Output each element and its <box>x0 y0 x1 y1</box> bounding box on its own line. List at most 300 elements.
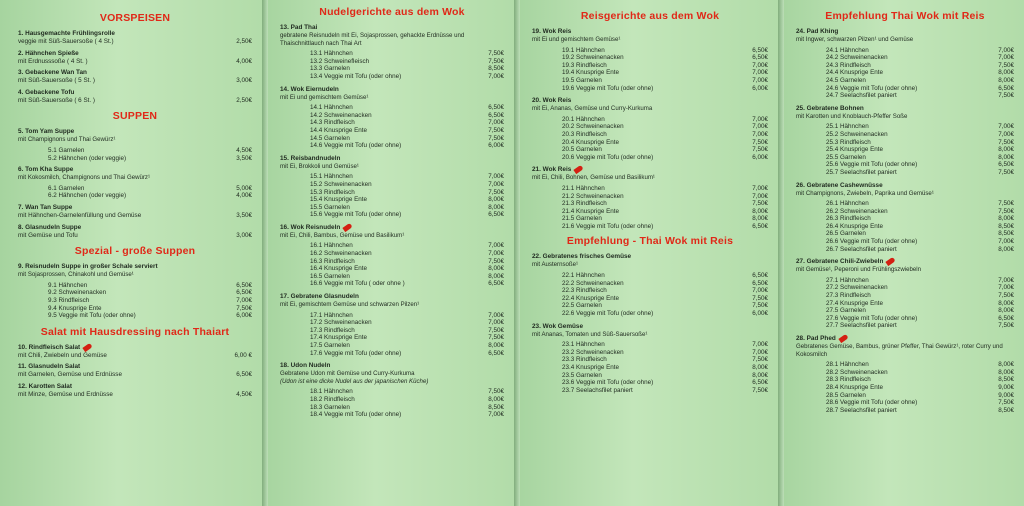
variant-name: 13.1 Hähnchen <box>310 50 353 58</box>
variant-price: 8,50€ <box>998 230 1014 238</box>
variant-price: 8,00€ <box>488 265 504 273</box>
variant-price: 7,00€ <box>752 76 768 84</box>
dish-desc: mit Chili, Zwiebeln und Gemüse <box>18 351 107 359</box>
variant-price: 7,50€ <box>752 200 768 208</box>
variant-name: 17.3 Rindfleisch <box>310 326 355 334</box>
dish-10 <box>18 344 252 360</box>
dish-name: 8. Glasnudeln Suppe <box>18 223 82 231</box>
variant-name: 9.1 Hähnchen <box>48 281 88 289</box>
variant-price: 6,50€ <box>236 281 252 289</box>
variant-price: 7,00€ <box>752 123 768 131</box>
variant-price: 6,50€ <box>752 272 768 280</box>
variant-list <box>532 116 768 162</box>
variant-price: 7,50€ <box>488 334 504 342</box>
variant-price: 7,00€ <box>488 180 504 188</box>
variant-row <box>310 250 504 258</box>
dish-name: 27. Gebratene Chili-Zwiebeln <box>796 258 884 266</box>
dish-6 <box>18 166 252 200</box>
dish-21 <box>532 166 768 230</box>
dish-name: 12. Karotten Salat <box>18 382 72 390</box>
variant-price: 7,00€ <box>488 72 504 80</box>
variant-price: 9,00€ <box>998 383 1014 391</box>
variant-price: 8,00€ <box>998 245 1014 253</box>
variant-row <box>48 155 252 163</box>
variant-name: 13.3 Garnelen <box>310 65 350 73</box>
variant-name: 18.1 Hähnchen <box>310 388 353 396</box>
variant-name: 27.3 Rindfleisch <box>826 292 871 300</box>
variant-row <box>826 161 1014 169</box>
variant-price: 7,00€ <box>752 192 768 200</box>
variant-row <box>826 361 1014 369</box>
variant-name: 15.2 Schweinenacken <box>310 180 372 188</box>
variant-row <box>310 334 504 342</box>
variant-row <box>562 341 768 349</box>
dish-name: 10. Rindfleisch Salat <box>18 343 81 351</box>
dish-name: 1. Hausgemachte Frühlingsrolle <box>18 30 115 37</box>
variant-row <box>310 119 504 127</box>
variant-name: 26.3 Rindfleisch <box>826 215 871 223</box>
variant-price: 7,00€ <box>752 341 768 349</box>
dish-5 <box>18 128 252 162</box>
dish-desc: mit Ei, Chili, Bambus, Gemüse und Basilikum¹ <box>280 231 405 239</box>
variant-list <box>280 104 504 150</box>
chili-icon <box>838 334 848 343</box>
variant-row <box>562 223 768 231</box>
variant-price: 8,00€ <box>488 342 504 349</box>
variant-name: 20.6 Veggie mit Tofu (oder ohne) <box>562 153 654 161</box>
variant-row <box>826 307 1014 315</box>
dish-desc: veggie mit Süß-Sauersoße ( 4 St.) <box>18 38 114 45</box>
section-heading-nudelgerichte: Nudelgerichte aus dem Wok <box>319 6 465 18</box>
dish-name: 25. Gebratene Bohnen <box>796 104 864 112</box>
variant-row <box>826 54 1014 62</box>
dish-desc: mit Ei, Brokkoli und Gemüse¹ <box>280 162 359 170</box>
variant-name: 27.7 Seelachsfilet paniert <box>826 322 897 330</box>
dish-desc: mit Ei, gemischtem Gemüse und schwarzen Pilzen¹ <box>280 301 420 309</box>
dish-name: 18. Udon Nudeln <box>280 362 331 370</box>
section-heading-vorspeisen: VORSPEISEN <box>99 12 171 24</box>
variant-price: 8,50€ <box>998 376 1014 384</box>
variant-price: 7,00€ <box>488 119 504 127</box>
variant-row <box>562 364 768 372</box>
variant-price: 7,50€ <box>488 50 504 58</box>
variant-price: 6,50€ <box>236 289 252 297</box>
variant-price: 8,00€ <box>488 272 504 280</box>
variant-row <box>48 305 252 313</box>
variant-row <box>826 92 1014 100</box>
dish-name: 9. Reisnudeln Suppe in großer Schale serviert <box>18 263 158 271</box>
variant-row <box>48 185 252 193</box>
variant-row <box>562 387 768 395</box>
variant-name: 26.5 Garnelen <box>826 230 866 238</box>
variant-name: 21.5 Garnelen <box>562 215 602 223</box>
variant-price: 7,50€ <box>488 326 504 334</box>
variant-name: 18.3 Garnelen <box>310 403 350 411</box>
variant-name: 21.2 Schweinenacken <box>562 192 624 200</box>
variant-row <box>826 208 1014 216</box>
variant-name: 28.6 Veggie mit Tofu (oder ohne) <box>826 399 918 407</box>
variant-list <box>532 341 768 394</box>
dish-price: 4,50€ <box>236 390 252 398</box>
variant-price: 6,50€ <box>488 111 504 119</box>
dish-desc: mit Kokosmilch, Champignons und Thai Gewürz¹ <box>18 174 150 182</box>
variant-name: 14.3 Rindfleisch <box>310 119 355 127</box>
dish-price: 3,00€ <box>236 231 252 239</box>
variant-row <box>562 69 768 77</box>
variant-price: 6,50€ <box>488 280 504 288</box>
variant-row <box>826 246 1014 254</box>
variant-row <box>310 411 504 419</box>
variant-name: 25.4 Knusprige Ente <box>826 146 884 154</box>
variant-name: 22.6 Veggie mit Tofu (oder ohne) <box>562 310 654 318</box>
variant-price: 8,00€ <box>752 364 768 371</box>
variant-row <box>826 169 1014 177</box>
variant-price: 7,00€ <box>998 54 1014 62</box>
variant-row <box>310 280 504 288</box>
variant-name: 14.5 Garnelen <box>310 134 350 142</box>
variant-name: 23.7 Seelachsfilet paniert <box>562 386 633 394</box>
dish-name: 5. Tom Yam Suppe <box>18 128 75 136</box>
variant-name: 21.1 Hähnchen <box>562 184 605 192</box>
dish-8 <box>18 224 252 240</box>
variant-price: 7,00€ <box>998 238 1014 246</box>
dish-price: 6,00 € <box>234 351 252 359</box>
menu-panel-recommendation <box>778 0 1024 506</box>
variant-row <box>310 127 504 135</box>
variant-name: 27.2 Schweinenacken <box>826 284 888 292</box>
variant-row <box>562 193 768 201</box>
variant-name: 22.3 Rindfleisch <box>562 287 607 295</box>
dish-desc: mit Süß-Sauersoße ( 5 St. ) <box>18 77 95 85</box>
variant-row <box>826 85 1014 93</box>
variant-price: 8,50€ <box>488 403 504 411</box>
variant-row <box>562 146 768 154</box>
variant-price: 7,00€ <box>488 250 504 258</box>
variant-name: 16.4 Knusprige Ente <box>310 265 368 273</box>
variant-row <box>562 154 768 162</box>
dish-name: 24. Pad Khing <box>796 28 839 35</box>
variant-name: 23.5 Garnelen <box>562 371 602 379</box>
dish-11 <box>18 363 252 379</box>
variant-row <box>310 312 504 320</box>
variant-price: 7,50€ <box>752 356 768 364</box>
variant-name: 15.6 Veggie mit Tofu (oder ohne) <box>310 211 402 219</box>
variant-row <box>48 297 252 305</box>
dish-13 <box>280 24 504 81</box>
variant-price: 3,50€ <box>236 154 252 162</box>
variant-row <box>562 62 768 70</box>
dish-name: 11. Glasnudeln Salat <box>18 363 81 371</box>
variant-name: 15.4 Knusprige Ente <box>310 196 368 204</box>
variant-row <box>562 139 768 147</box>
variant-price: 6,00€ <box>752 153 768 161</box>
variant-list <box>796 277 1014 330</box>
variant-price: 7,50€ <box>752 294 768 302</box>
variant-name: 25.5 Garnelen <box>826 153 866 161</box>
dish-desc: gebratene Reisnudeln mit Ei, Sojasprossen, gehackte Erdnüsse und Thaischnittlauch nach Thai Art <box>280 32 465 47</box>
dish-price: 3,50€ <box>236 211 252 219</box>
section-heading-suppen: SUPPEN <box>112 110 158 123</box>
section-heading-reisgerichte: Reisgerichte aus dem Wok <box>580 10 720 22</box>
dish-desc: mit Ei und gemischtem Gemüse¹ <box>532 36 621 43</box>
dish-desc: mit Hähnchen-Garnelenfüllung und Gemüse <box>18 211 142 219</box>
variant-name: 19.2 Schweinenacken <box>562 54 624 62</box>
variant-price: 7,50€ <box>488 257 504 265</box>
variant-row <box>310 50 504 58</box>
variant-name: 18.4 Veggie mit Tofu (oder ohne) <box>310 411 402 419</box>
dish-name: 19. Wok Reis <box>532 28 572 35</box>
variant-price: 7,50€ <box>488 134 504 142</box>
chili-icon <box>574 165 584 174</box>
variant-row <box>826 277 1014 285</box>
variant-row <box>562 116 768 124</box>
variant-name: 28.4 Knusprige Ente <box>826 383 884 391</box>
dish-name: 13. Pad Thai <box>280 24 318 31</box>
dish-24 <box>796 28 1014 100</box>
variant-name: 23.6 Veggie mit Tofu (oder ohne) <box>562 379 654 387</box>
variant-name: 23.3 Rindfleisch <box>562 356 607 364</box>
variant-row <box>826 284 1014 292</box>
dish-name: 23. Wok Gemüse <box>532 322 584 330</box>
variant-name: 24.6 Veggie mit Tofu (oder ohne) <box>826 84 918 92</box>
variant-price: 6,00€ <box>236 312 252 320</box>
dish-12 <box>18 383 252 399</box>
variant-name: 23.1 Hähnchen <box>562 341 605 349</box>
variant-row <box>826 139 1014 147</box>
variant-row <box>826 146 1014 154</box>
dish-26 <box>796 182 1014 254</box>
variant-name: 26.2 Schweinenacken <box>826 207 888 215</box>
menu-panel-rice <box>514 0 778 506</box>
variant-price: 7,50€ <box>998 322 1014 330</box>
variant-price: 7,50€ <box>752 146 768 154</box>
variant-price: 4,50€ <box>236 146 252 154</box>
variant-name: 5.1 Garnelen <box>48 146 85 154</box>
menu-panel-noodles <box>262 0 514 506</box>
variant-price: 6,50€ <box>998 84 1014 92</box>
variant-name: 28.5 Garnelen <box>826 391 866 399</box>
dish-name: 4. Gebackene Tofu <box>18 88 75 96</box>
variant-row <box>310 173 504 181</box>
dish-name: 28. Pad Phed <box>796 335 836 342</box>
dish-15 <box>280 155 504 219</box>
variant-name: 14.4 Knusprige Ente <box>310 126 368 134</box>
variant-name: 27.4 Knusprige Ente <box>826 299 884 307</box>
variant-name: 24.5 Garnelen <box>826 76 866 84</box>
dish-desc: mit Ananas, Tomaten und Süß-Sauersoße¹ <box>532 330 648 338</box>
dish-desc: mit Ei, Chili, Bohnen, Gemüse und Basilikum¹ <box>532 174 655 182</box>
dish-desc: mit Champignons und Thai Gewürz¹ <box>18 136 116 144</box>
variant-price: 8,50€ <box>998 406 1014 414</box>
variant-name: 19.1 Hähnchen <box>562 46 605 54</box>
dish-name: 22. Gebratenes frisches Gemüse <box>532 253 632 261</box>
variant-price: 7,50€ <box>998 200 1014 208</box>
variant-price: 7,00€ <box>488 173 504 181</box>
variant-name: 13.4 Veggie mit Tofu (oder ohne) <box>310 72 402 80</box>
variant-row <box>826 131 1014 139</box>
variant-name: 24.3 Rindfleisch <box>826 61 871 69</box>
variant-name: 15.3 Rindfleisch <box>310 188 355 196</box>
variant-price: 8,00€ <box>998 69 1014 77</box>
variant-price: 8,00€ <box>998 368 1014 376</box>
variant-name: 13.2 Schweinefleisch <box>310 57 370 65</box>
dish-25 <box>796 105 1014 177</box>
variant-row <box>310 135 504 143</box>
variant-price: 7,00€ <box>752 69 768 77</box>
variant-row <box>310 142 504 150</box>
dish-desc: mit Ingwer, schwarzen Pilzen¹ und Gemüse <box>796 36 914 43</box>
variant-row <box>310 327 504 335</box>
variant-row <box>562 356 768 364</box>
variant-row <box>310 73 504 81</box>
variant-row <box>826 62 1014 70</box>
section-heading-empfehlung-thai: Empfehlung Thai Wok mit Reis <box>825 10 985 22</box>
section-heading-empfehlung: Empfehlung - Thai Wok mit Reis <box>566 235 734 248</box>
variant-list <box>280 242 504 288</box>
variant-name: 6.1 Garnelen <box>48 184 85 192</box>
variant-name: 9.3 Rindfleisch <box>48 296 90 304</box>
variant-name: 27.6 Veggie mit Tofu (oder ohne) <box>826 314 918 322</box>
variant-row <box>826 407 1014 415</box>
variant-name: 22.1 Hähnchen <box>562 272 605 280</box>
variant-name: 24.4 Knusprige Ente <box>826 69 884 77</box>
dish-name: 20. Wok Reis <box>532 97 572 105</box>
dish-desc: mit Austernsoße¹ <box>532 261 579 269</box>
variant-price: 8,00€ <box>752 215 768 223</box>
variant-row <box>310 258 504 266</box>
variant-name: 28.2 Schweinenacken <box>826 368 888 376</box>
variant-name: 16.6 Veggie mit Tofu ( oder ohne ) <box>310 280 405 288</box>
variant-price: 8,00€ <box>752 371 768 379</box>
variant-name: 19.3 Rindfleisch <box>562 61 607 69</box>
variant-price: 9,00€ <box>998 391 1014 399</box>
variant-price: 7,50€ <box>752 138 768 146</box>
variant-row <box>562 295 768 303</box>
variant-name: 22.2 Schweinenacken <box>562 279 624 287</box>
dish-name: 26. Gebratene Cashewnüsse <box>796 181 883 189</box>
variant-name: 20.4 Knusprige Ente <box>562 138 620 146</box>
variant-list <box>18 185 252 200</box>
variant-name: 17.2 Schweinenacken <box>310 319 372 327</box>
dish-price: 2,50€ <box>236 38 252 45</box>
chili-icon <box>83 342 93 351</box>
dish-name: 17. Gebratene Glasnudeln <box>280 293 359 301</box>
variant-price: 7,00€ <box>236 296 252 304</box>
variant-name: 17.6 Veggie mit Tofu (oder ohne) <box>310 349 402 357</box>
variant-row <box>562 208 768 216</box>
variant-price: 7,50€ <box>488 57 504 65</box>
variant-list <box>280 312 504 358</box>
dish-name: 15. Reisbandnudeln <box>280 154 341 162</box>
variant-row <box>826 315 1014 323</box>
variant-row <box>562 215 768 223</box>
variant-price: 7,00€ <box>752 130 768 138</box>
variant-row <box>562 123 768 131</box>
dish-16 <box>280 224 504 288</box>
variant-price: 6,50€ <box>752 46 768 54</box>
variant-row <box>826 369 1014 377</box>
variant-price: 7,00€ <box>998 46 1014 54</box>
dish-9 <box>18 263 252 320</box>
variant-name: 25.6 Veggie mit Tofu (oder ohne) <box>826 161 918 169</box>
variant-row <box>826 384 1014 392</box>
variant-price: 7,00€ <box>488 411 504 419</box>
variant-row <box>826 200 1014 208</box>
variant-name: 14.6 Veggie mit Tofu (oder ohne) <box>310 142 402 150</box>
variant-row <box>310 404 504 412</box>
variant-price: 7,50€ <box>488 126 504 134</box>
variant-row <box>562 287 768 295</box>
variant-row <box>826 300 1014 308</box>
variant-name: 28.3 Rindfleisch <box>826 376 871 384</box>
variant-row <box>310 181 504 189</box>
variant-row <box>48 282 252 290</box>
dish-desc: mit Minze, Gemüse und Erdnüsse <box>18 390 113 398</box>
variant-price: 8,00€ <box>752 207 768 215</box>
variant-price: 7,50€ <box>998 399 1014 407</box>
variant-price: 7,50€ <box>998 92 1014 100</box>
variant-row <box>826 69 1014 77</box>
variant-price: 8,00€ <box>998 146 1014 154</box>
dish-name: 16. Wok Reisnudeln <box>280 223 341 231</box>
variant-name: 17.5 Garnelen <box>310 342 350 349</box>
variant-price: 6,50€ <box>752 279 768 287</box>
variant-name: 22.4 Knusprige Ente <box>562 294 620 302</box>
section-heading-spezial: Spezial - große Suppen <box>74 245 196 258</box>
variant-name: 23.2 Schweinenacken <box>562 348 624 356</box>
variant-name: 20.5 Garnelen <box>562 146 602 154</box>
variant-row <box>562 85 768 93</box>
variant-row <box>310 242 504 250</box>
variant-row <box>562 349 768 357</box>
variant-name: 20.1 Hähnchen <box>562 115 605 123</box>
variant-price: 7,50€ <box>998 138 1014 146</box>
variant-name: 9.2 Schweinenacken <box>48 289 107 297</box>
dish-desc: mit Süß-Sauersoße ( 6 St. ) <box>18 96 95 104</box>
variant-row <box>562 379 768 387</box>
dish-19 <box>532 28 768 92</box>
dish-desc: mit Champignons, Zwiebeln, Paprika und Gemüse¹ <box>796 189 934 197</box>
variant-name: 17.4 Knusprige Ente <box>310 334 368 342</box>
variant-price: 7,00€ <box>752 115 768 123</box>
variant-price: 5,00€ <box>236 184 252 192</box>
variant-row <box>310 388 504 396</box>
variant-row <box>562 200 768 208</box>
variant-row <box>310 112 504 120</box>
dish-name: 3. Gebackene Wan Tan <box>18 69 87 77</box>
chili-icon <box>343 223 353 232</box>
variant-row <box>562 372 768 380</box>
variant-price: 8,00€ <box>998 153 1014 161</box>
variant-price: 7,00€ <box>488 242 504 250</box>
variant-price: 6,50€ <box>488 104 504 112</box>
variant-row <box>310 65 504 73</box>
variant-row <box>826 322 1014 330</box>
variant-price: 6,50€ <box>752 54 768 62</box>
variant-row <box>562 131 768 139</box>
variant-price: 7,50€ <box>488 388 504 396</box>
variant-name: 14.1 Hähnchen <box>310 104 353 112</box>
variant-list <box>280 388 504 418</box>
variant-name: 20.3 Rindfleisch <box>562 130 607 138</box>
dish-desc: mit Karotten und Knoblauch-Pfeffer Soße <box>796 112 908 120</box>
variant-price: 8,50€ <box>488 65 504 73</box>
variant-row <box>826 223 1014 231</box>
variant-price: 8,00€ <box>998 361 1014 369</box>
variant-name: 24.7 Seelachsfilet paniert <box>826 92 897 100</box>
variant-name: 23.4 Knusprige Ente <box>562 364 620 371</box>
variant-name: 19.4 Knusprige Ente <box>562 69 620 77</box>
